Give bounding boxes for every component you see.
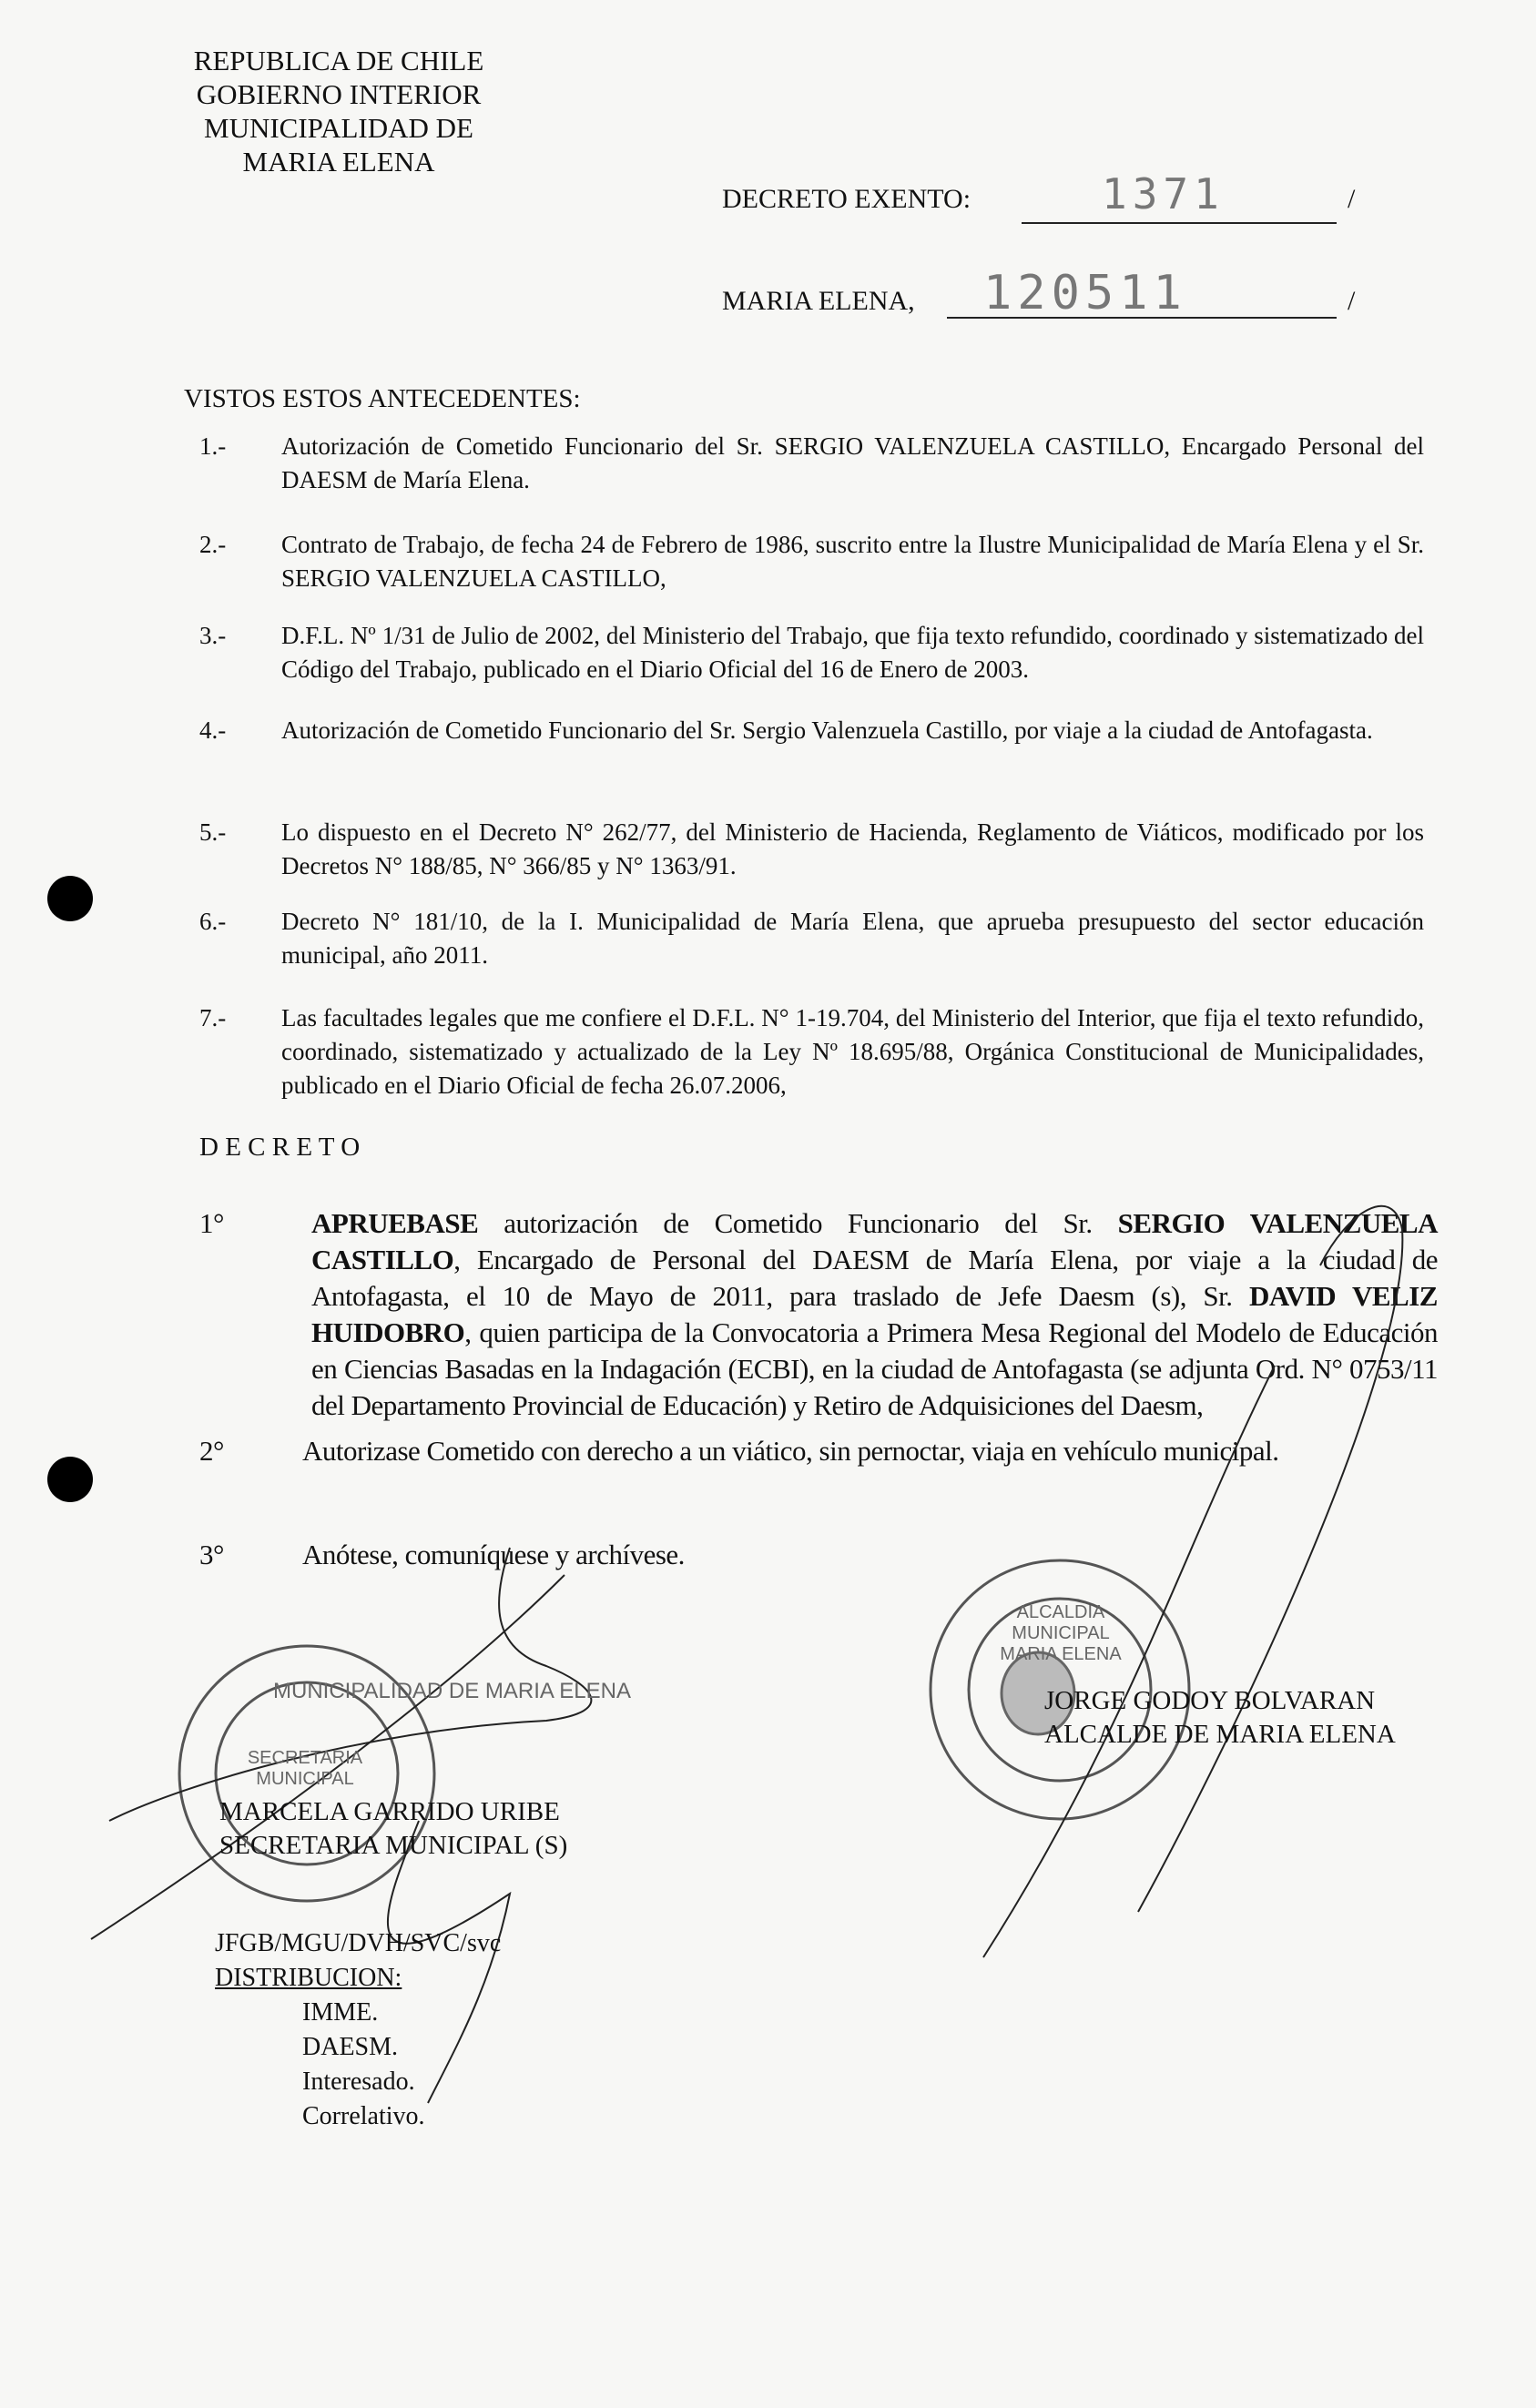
footer xyxy=(215,1926,501,2134)
vistos-title: VISTOS ESTOS ANTECEDENTES: xyxy=(184,384,581,413)
alcalde-title: ALCALDE DE MARIA ELENA xyxy=(1044,1720,1396,1749)
item-text: Contrato de Trabajo, de fecha 24 de Febrero de 1986, suscrito entre la Ilustre Municipalidad de María Elena y el Sr. SERGIO VALENZUELA CASTILLO, xyxy=(281,531,1424,592)
item-number: 1.- xyxy=(199,432,227,460)
alcalde-name: JORGE GODOY BOLVARAN xyxy=(1044,1686,1376,1715)
distribucion-label: DISTRIBUCION: xyxy=(215,1964,402,1992)
distribution-item: Correlativo. xyxy=(302,2102,425,2130)
initials: JFGB/MGU/DVH/SVC/svc xyxy=(215,1929,502,1957)
header-line: REPUBLICA DE CHILE xyxy=(193,45,484,76)
distribution-item: DAESM. xyxy=(302,2033,399,2061)
decreto-title: D E C R E T O xyxy=(199,1133,361,1162)
distribution-item: Interesado. xyxy=(302,2068,415,2096)
fecha-value: 120511 xyxy=(983,266,1187,320)
secretaria-title: SECRETARIA MUNICIPAL (S) xyxy=(219,1831,568,1860)
bold-text: SERGIO VALENZUELA CASTILLO xyxy=(311,1207,1438,1275)
item-text: Autorizase Cometido con derecho a un viático, sin pernoctar, viaja en vehículo municipal. xyxy=(302,1435,1279,1467)
bold-text: DAVID VELIZ HUIDOBRO xyxy=(311,1280,1438,1348)
item-number: 3.- xyxy=(199,622,227,649)
decreto-number: 1371 xyxy=(1102,169,1225,218)
text: , Encargado de Personal del DAESM de María Elena, por viaje a la ciudad de Antofagasta, el 10 de Mayo de 2011, para traslado de Jefe Daesm (s), Sr. xyxy=(311,1244,1438,1312)
item-number: 7.- xyxy=(199,1004,227,1031)
item-text: Decreto N° 181/10, de la I. Municipalidad de María Elena, que aprueba presupuesto del sector educación municipal, año 2011. xyxy=(281,908,1424,969)
item-text: Lo dispuesto en el Decreto N° 262/77, del Ministerio de Hacienda, Reglamento de Viáticos, modificado por los Decretos N° 188/85, N° 366/85 y N° 1363/91. xyxy=(281,818,1424,879)
item-text: Autorización de Cometido Funcionario del Sr. Sergio Valenzuela Castillo, por viaje a la ciudad de Antofagasta. xyxy=(281,716,1373,744)
bold-text: APRUEBASE xyxy=(311,1207,479,1239)
slash: / xyxy=(1348,184,1356,214)
alcalde-block xyxy=(1044,1684,1396,1752)
item-text: Autorización de Cometido Funcionario del Sr. SERGIO VALENZUELA CASTILLO, Encargado Personal del DAESM de María Elena. xyxy=(281,432,1424,493)
item-number: 6.- xyxy=(199,908,227,935)
text: , quien participa de la Convocatoria a Primera Mesa Regional del Modelo de Educación en Ciencias Basadas en la Indagación (ECBI), en la ciudad de Antofagasta (se adjunta Ord. N° 0753/11 del Departamento Provincial de Educación) y Retiro de Adquisiciones del Daesm, xyxy=(311,1316,1438,1421)
item-number: 1° xyxy=(199,1207,224,1239)
slash: / xyxy=(1348,286,1356,316)
text: autorización de Cometido Funcionario del Sr. xyxy=(478,1207,1118,1239)
secretaria-block xyxy=(219,1795,567,1863)
header-line: GOBIERNO INTERIOR xyxy=(196,78,482,110)
distribution-item: IMME. xyxy=(302,1998,379,2027)
item-number: 2.- xyxy=(199,531,227,558)
stamp-text: MUNICIPALIDAD DE MARIA ELENA xyxy=(273,1679,631,1703)
secretaria-stamp-text: SECRETARIA MUNICIPAL xyxy=(247,1748,363,1789)
item-number: 3° xyxy=(199,1539,224,1570)
header-line: MUNICIPALIDAD DE xyxy=(204,112,473,144)
item-text: Las facultades legales que me confiere el D.F.L. N° 1-19.704, del Ministerio del Interior, que fija el texto refundido, coordinado, sistematizado y actualizado de la Ley Nº 18.695/88, Orgánica Constitucional de Municipalidades, publicado en el Diario Oficial de fecha 26.07.2006, xyxy=(281,1004,1424,1099)
item-number: 4.- xyxy=(199,716,227,744)
secretaria-name: MARCELA GARRIDO URIBE xyxy=(219,1797,560,1826)
fecha-label: MARIA ELENA, xyxy=(722,286,915,316)
header-line: MARIA ELENA xyxy=(242,146,435,178)
item-number: 5.- xyxy=(199,818,227,846)
alcaldia-stamp-text: ALCALDIA MUNICIPAL MARIA ELENA xyxy=(1000,1602,1122,1664)
item-text: Anótese, comuníquese y archívese. xyxy=(302,1539,685,1570)
item-number: 2° xyxy=(199,1435,224,1467)
item-text: D.F.L. Nº 1/31 de Julio de 2002, del Ministerio del Trabajo, que fija texto refundido, coordinado y sistematizado del Código del Trabajo, publicado en el Diario Oficial del 16 de Enero de 2003. xyxy=(281,622,1424,683)
decreto-exento-label: DECRETO EXENTO: xyxy=(722,184,971,214)
